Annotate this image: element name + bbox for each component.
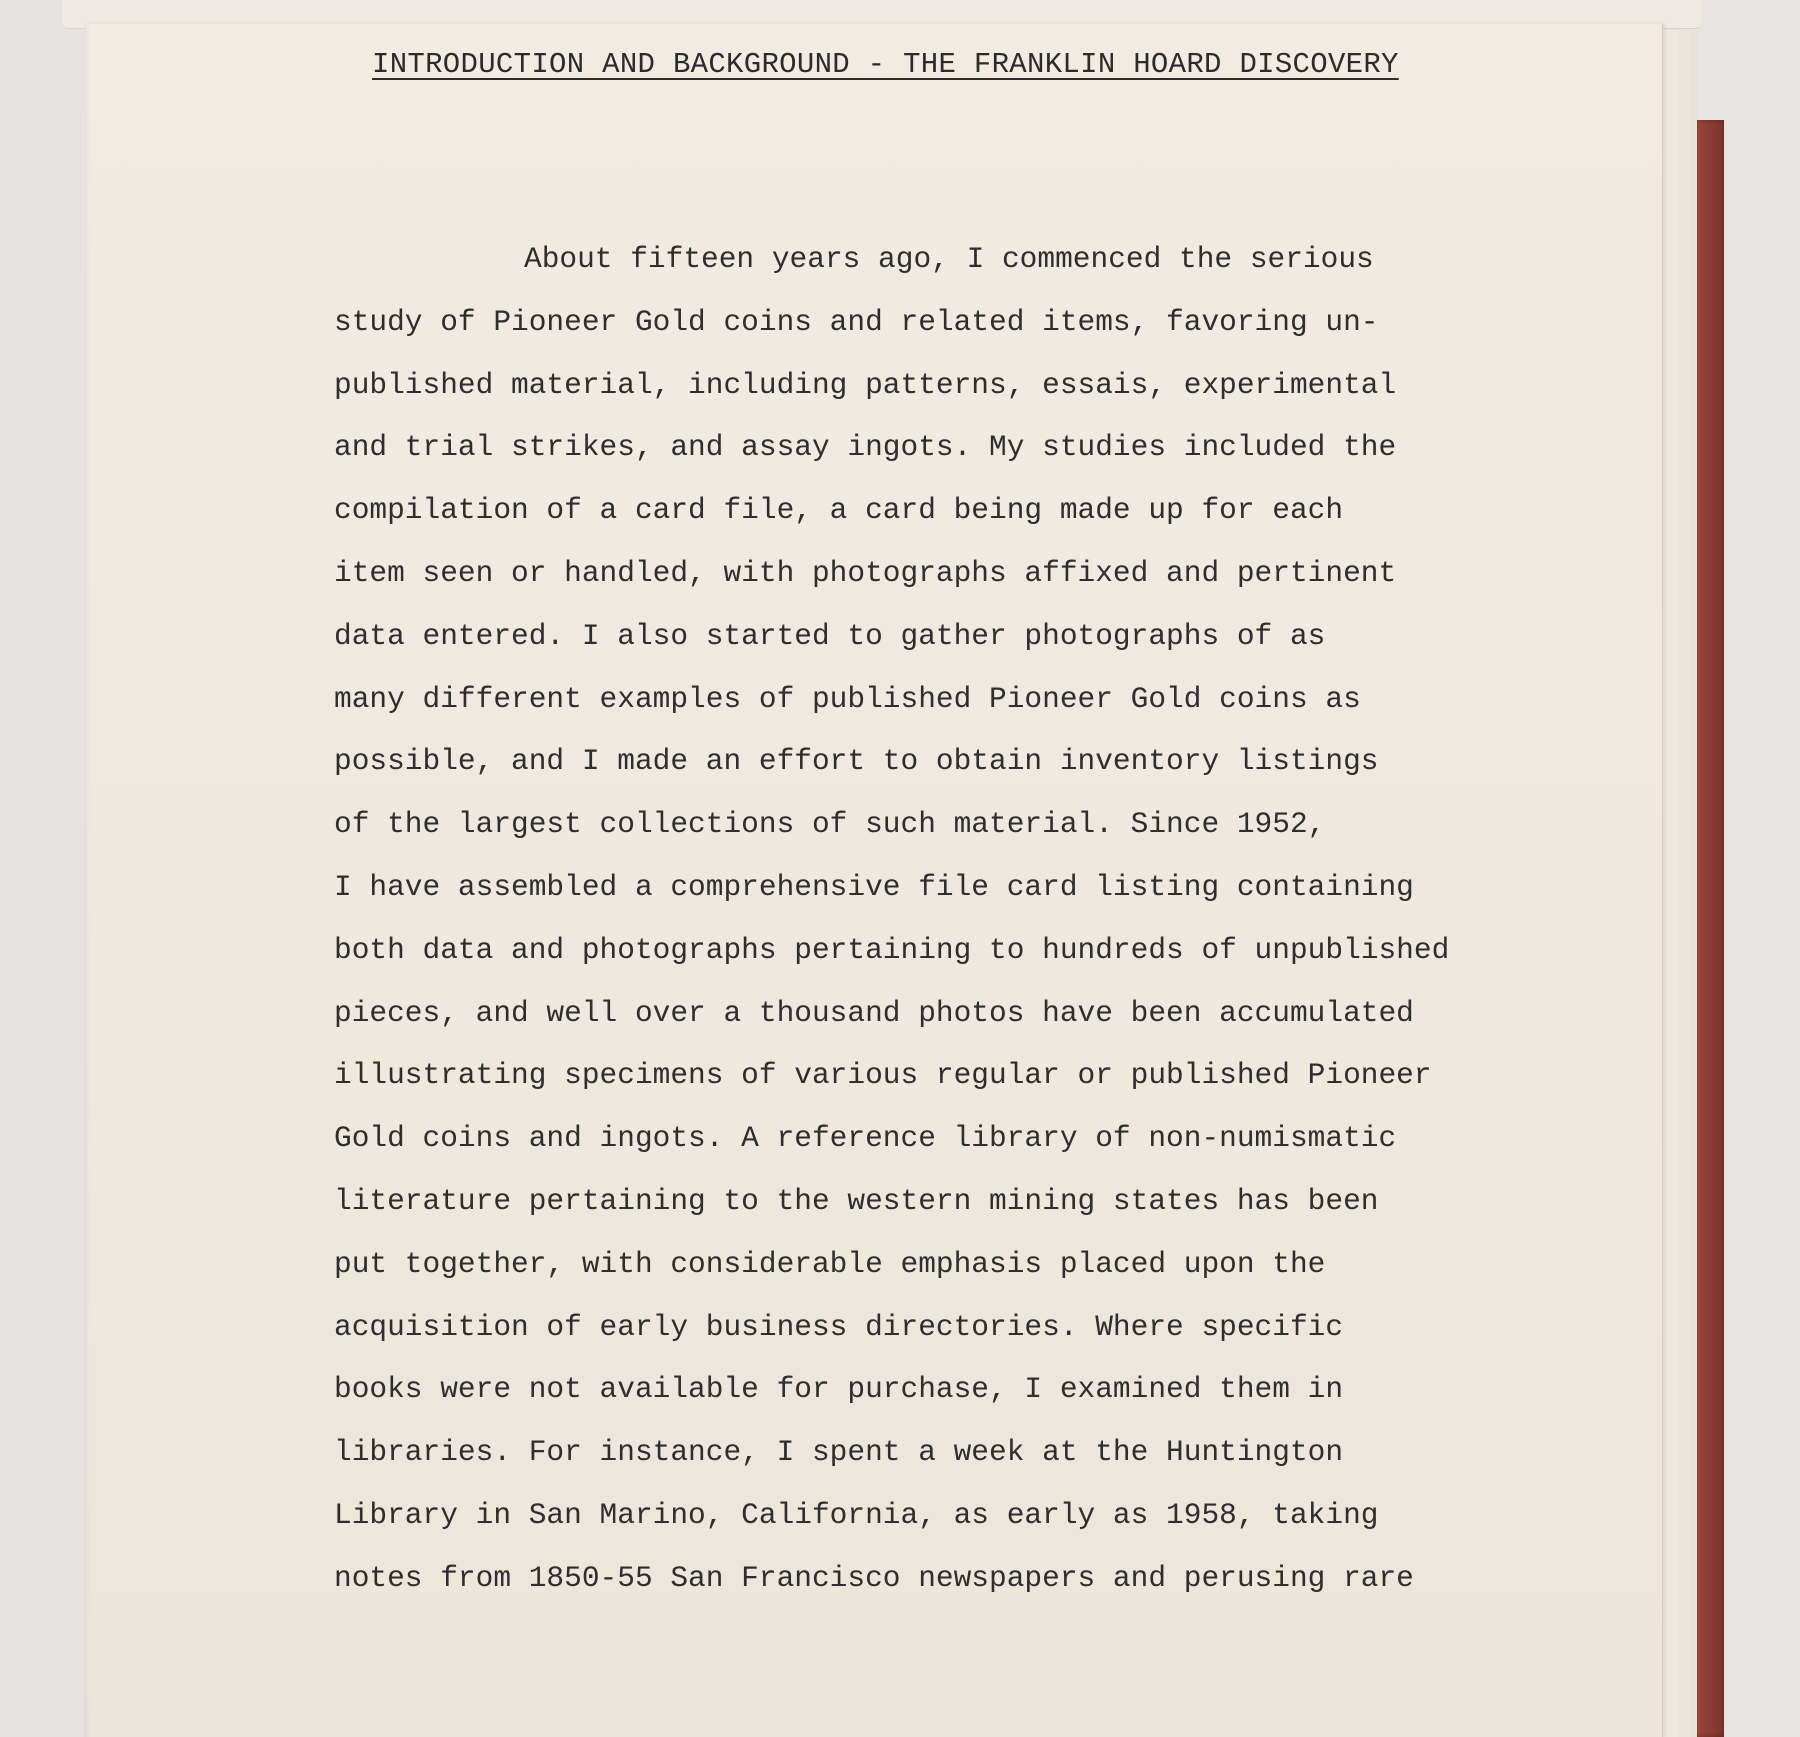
text-line: many different examples of published Pioneer Gold coins as bbox=[334, 681, 1361, 716]
text-line: acquisition of early business directories. Where specific bbox=[334, 1309, 1344, 1344]
text-line: both data and photographs pertaining to hundreds of unpublished bbox=[334, 932, 1450, 967]
body-paragraph bbox=[334, 228, 1534, 1610]
text-line: pieces, and well over a thousand photos have been accumulated bbox=[334, 995, 1414, 1030]
text-line: item seen or handled, with photographs affixed and pertinent bbox=[334, 555, 1397, 590]
text-line: and trial strikes, and assay ingots. My studies included the bbox=[334, 430, 1397, 465]
page-stack-edge bbox=[1660, 30, 1679, 1737]
text-line: About fifteen years ago, I commenced the serious bbox=[524, 242, 1374, 276]
text-line: study of Pioneer Gold coins and related items, favoring un- bbox=[334, 304, 1379, 339]
text-line: of the largest collections of such material. Since 1952, bbox=[334, 807, 1326, 842]
text-line: libraries. For instance, I spent a week at the Huntington bbox=[334, 1435, 1344, 1470]
text-line: published material, including patterns, essais, experimental bbox=[334, 367, 1397, 402]
text-line: put together, with considerable emphasis placed upon the bbox=[334, 1246, 1326, 1281]
text-line: notes from 1850-55 San Francisco newspapers and perusing rare bbox=[334, 1560, 1414, 1595]
page-heading: INTRODUCTION AND BACKGROUND - THE FRANKLIN HOARD DISCOVERY bbox=[372, 48, 1399, 81]
text-line: illustrating specimens of various regular or published Pioneer bbox=[334, 1058, 1432, 1093]
text-line: Library in San Marino, California, as early as 1958, taking bbox=[334, 1497, 1379, 1532]
text-line: books were not available for purchase, I examined them in bbox=[334, 1372, 1344, 1407]
text-line: I have assembled a comprehensive file card listing containing bbox=[334, 869, 1414, 904]
text-line: compilation of a card file, a card being made up for each bbox=[334, 493, 1344, 528]
text-line: Gold coins and ingots. A reference library of non-numismatic bbox=[334, 1121, 1397, 1156]
text-line: data entered. I also started to gather photographs of as bbox=[334, 618, 1326, 653]
page-shadow bbox=[84, 24, 90, 1737]
text-line: literature pertaining to the western mining states has been bbox=[334, 1183, 1379, 1218]
text-line: possible, and I made an effort to obtain inventory listings bbox=[334, 744, 1379, 779]
